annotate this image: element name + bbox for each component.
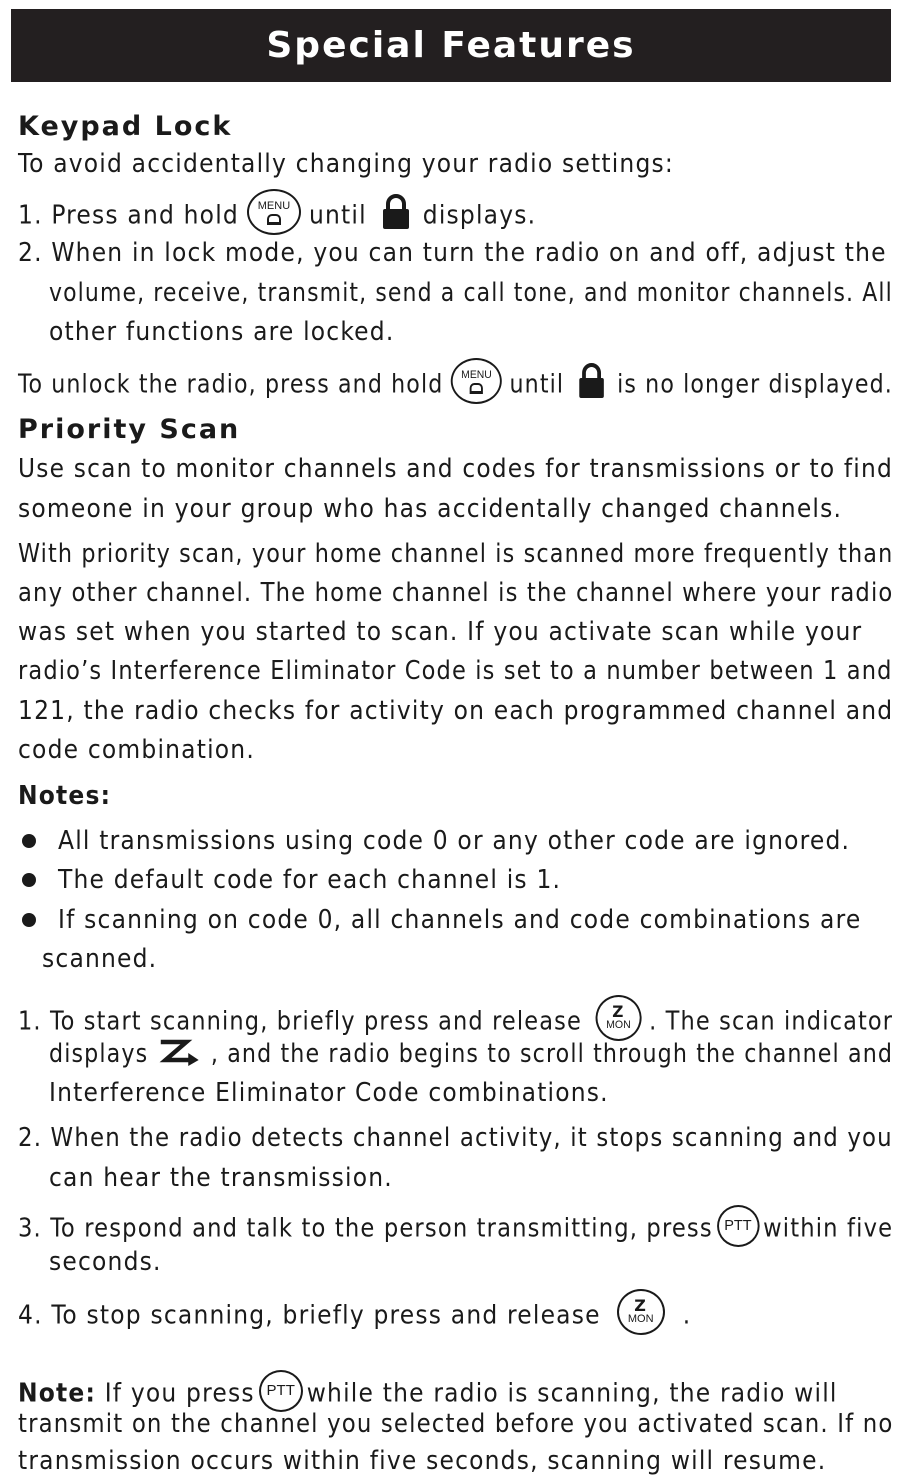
ptt-button-icon: PTT <box>259 1370 303 1412</box>
bullet-icon <box>22 873 36 887</box>
keypad-lock-intro: To avoid accidentally changing your radio settings: <box>18 149 674 179</box>
priority-scan-para-2-line-6: code combination. <box>18 735 255 765</box>
keypad-unlock-instruction: To unlock the radio, press and hold MENU until is no longer displayed. <box>18 362 893 408</box>
scan-step-4: 4. To stop scanning, briefly press and release Z MON . <box>18 1293 691 1339</box>
priority-scan-para-1-line-2: someone in your group who has accidentally changed channels. <box>18 494 843 524</box>
keypad-lock-step-2-line-3: other functions are locked. <box>49 317 395 347</box>
priority-scan-para-2-line-3: was set when you started to scan. If you activate scan while your <box>18 617 863 647</box>
scan-step-1-line-2: displays , and the radio begins to scroll through the channel and <box>49 1039 894 1069</box>
bullet-icon <box>22 913 36 927</box>
note-item-3: If scanning on code 0, all channels and code combinations are <box>58 905 862 935</box>
priority-scan-para-2-line-5: 121, the radio checks for activity on each programmed channel and <box>18 696 894 726</box>
page-title: Special Features <box>266 25 636 66</box>
scan-step-3-line-2: seconds. <box>49 1247 162 1277</box>
scan-step-2-line-1: 2. When the radio detects channel activity, it stops scanning and you <box>18 1123 893 1153</box>
final-note-line-2: transmit on the channel you selected before you activated scan. If no <box>18 1409 894 1439</box>
keypad-lock-step-1: 1. Press and hold MENU until displays. <box>18 193 536 239</box>
scan-step-1-line-1: 1. To start scanning, briefly press and release Z MON . The scan indicator <box>18 999 893 1045</box>
keypad-lock-step-2-line-1: 2. When in lock mode, you can turn the radio on and off, adjust the <box>18 238 887 268</box>
scan-step-2-line-2: can hear the transmission. <box>49 1163 393 1193</box>
mon-button-icon: Z MON <box>595 995 641 1041</box>
menu-button-icon: MENU <box>451 358 502 404</box>
priority-scan-para-2-line-4: radio’s Interference Eliminator Code is set to a number between 1 and <box>18 656 893 686</box>
notes-label: Notes: <box>18 781 112 811</box>
scan-step-1-line-3: Interference Eliminator Code combinations. <box>49 1078 609 1108</box>
ptt-button-icon: PTT <box>717 1205 760 1247</box>
note-item-1: All transmissions using code 0 or any other code are ignored. <box>58 826 851 856</box>
priority-scan-heading: Priority Scan <box>18 414 241 445</box>
bullet-icon <box>22 834 36 848</box>
keypad-lock-step-2-line-2: volume, receive, transmit, send a call tone, and monitor channels. All <box>49 278 893 308</box>
final-note-line-3: transmission occurs within five seconds, scanning will resume. <box>18 1446 827 1476</box>
menu-button-icon: MENU <box>247 189 301 235</box>
priority-scan-para-2-line-1: With priority scan, your home channel is scanned more frequently than <box>18 539 894 569</box>
lock-icon <box>381 194 411 230</box>
mon-button-icon: Z MON <box>617 1289 665 1335</box>
scan-step-3-line-1: 3. To respond and talk to the person transmitting, press PTT within five <box>18 1208 893 1250</box>
scan-indicator-icon <box>158 1038 202 1066</box>
note-item-2: The default code for each channel is 1. <box>58 865 562 895</box>
page-title-banner <box>11 9 891 82</box>
keypad-lock-heading: Keypad Lock <box>18 111 233 142</box>
priority-scan-para-2-line-2: any other channel. The home channel is the channel where your radio <box>18 578 894 608</box>
lock-icon <box>577 363 605 399</box>
note-item-3-continued: scanned. <box>42 944 158 974</box>
final-note-label: Note: <box>18 1378 97 1409</box>
final-note-line-1: Note: If you press PTT while the radio is scanning, the radio will <box>18 1373 838 1415</box>
priority-scan-para-1-line-1: Use scan to monitor channels and codes for transmissions or to find <box>18 454 893 484</box>
